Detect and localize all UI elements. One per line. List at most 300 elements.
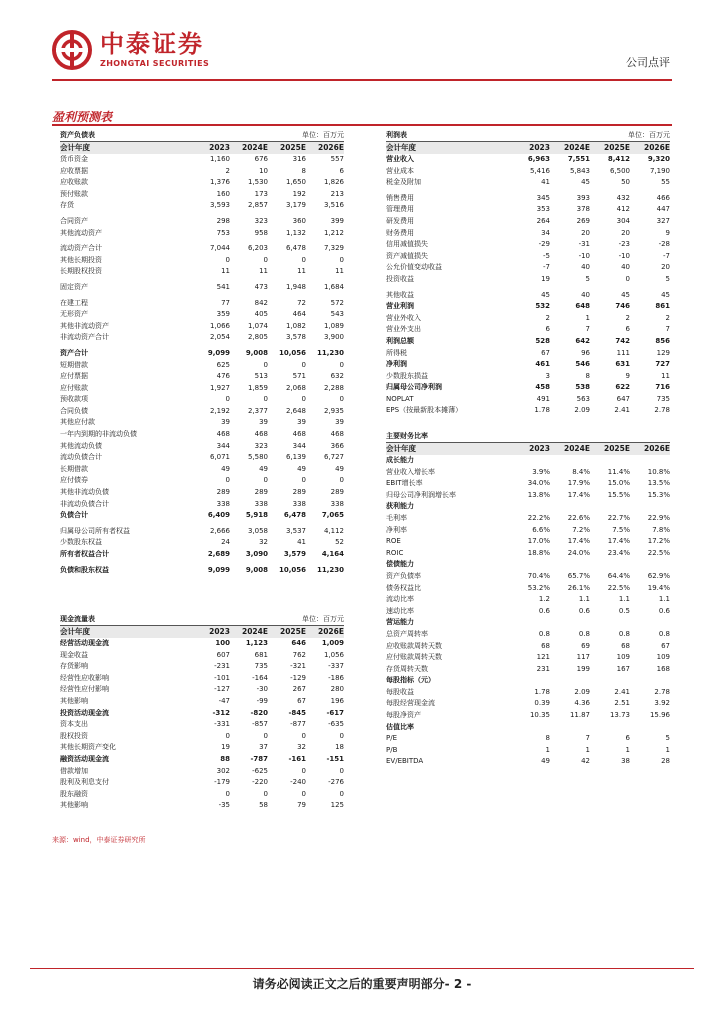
cell-value: 2 [665,313,670,322]
table-row [386,336,670,348]
row-label: 负债合计 [60,511,88,520]
cell-value: 7 [665,325,670,334]
brand-name-cn: 中泰证券 [100,30,204,58]
table-header-row [60,626,344,638]
cell-value: 458 [535,383,550,392]
cell-value: 0.8 [578,629,590,638]
cell-value: 642 [575,336,590,345]
row-label: 在建工程 [60,298,88,307]
cell-value: 39 [259,418,268,427]
cell-value: 62.9% [647,571,670,580]
row-label: 存货影响 [60,662,88,671]
cell-value: 461 [535,360,550,369]
cell-value: 4,112 [323,526,344,535]
cell-value: 19.4% [647,583,670,592]
table-row [60,650,344,662]
row-label: 经营性应收影响 [60,673,109,682]
cell-value: 304 [616,216,630,225]
table-title-row [386,129,670,142]
column-header-year: 2026E [318,143,344,152]
cell-value: -28 [658,240,670,249]
row-label: 估值比率 [386,722,414,731]
cell-value: 53.2% [527,583,550,592]
table-row [386,405,670,417]
cell-value [630,501,670,513]
cell-value: -337 [328,662,344,671]
table-row [386,710,670,722]
cell-value [550,455,590,467]
cell-value: -129 [290,673,306,682]
cell-value: 3,516 [323,201,344,210]
cell-value: -35 [218,801,230,810]
row-label: 非流动资产合计 [60,333,109,342]
cell-value: 6 [625,734,630,743]
cell-value: 17.4% [607,537,630,546]
cell-value: 405 [254,310,268,319]
cell-value: 0 [301,476,306,485]
cell-value: 3,090 [245,550,268,558]
cell-value: 5,843 [569,166,590,175]
cell-value: 3,179 [285,201,306,210]
table-row [60,406,344,418]
cell-value: 8,412 [607,155,630,163]
cell-value: 2 [625,313,630,322]
cell-value: -101 [214,673,230,682]
row-label: 财务费用 [386,228,414,237]
cell-value: 49 [221,464,230,473]
cell-value: -220 [252,778,268,787]
row-label: 无形资产 [60,310,88,319]
cell-value [550,617,590,629]
cell-value: 571 [292,372,306,381]
table-row [386,228,670,240]
cell-value: -164 [252,673,268,682]
row-label: 营业外收入 [386,313,421,322]
cell-value [510,617,550,629]
cell-value: 1,826 [323,178,344,187]
cell-value: 1.1 [578,595,590,604]
column-header-year: 2026E [644,444,670,453]
cell-value: 0 [301,766,306,775]
cell-value: 173 [254,189,268,198]
cell-value: 2,935 [323,406,344,415]
cell-value: 9,099 [207,565,230,574]
row-label: 现金收益 [60,650,88,659]
cell-value: 1 [585,313,590,322]
cell-value: 109 [656,653,670,662]
table-header-row [386,142,670,154]
cell-value: 39 [297,418,306,427]
cell-value: 513 [254,372,268,381]
table-row [60,200,344,212]
cell-value: 491 [536,394,550,403]
cell-value: 856 [655,336,670,345]
cell-value: 316 [292,155,306,163]
cell-value: 0 [225,731,230,740]
row-label: 其他影响 [60,696,88,705]
cell-value: 735 [254,662,268,671]
row-label: 股东融资 [60,789,88,798]
row-label: 投资收益 [386,274,414,283]
table-row [386,733,670,745]
cell-value: 1,123 [245,639,268,647]
table-row [386,594,670,606]
column-header-year: 2025E [604,143,630,152]
cell-value: 648 [575,302,590,311]
row-label: 利润总额 [386,336,414,345]
cell-value: 0.8 [658,629,670,638]
row-label: 营业外支出 [386,325,421,334]
row-label: 公允价值变动收益 [386,263,442,272]
cell-value: 572 [330,298,344,307]
row-label: ROE [386,537,401,546]
table-row [386,583,670,595]
table-row [386,548,670,560]
table-row [386,745,670,757]
cell-value: 0 [339,766,344,775]
row-label: 每股经营现金流 [386,699,435,708]
table-row [60,565,344,577]
table-row [60,309,344,321]
cell-value: -99 [256,696,268,705]
cell-value: 1 [665,745,670,754]
table-row [386,251,670,263]
table-title: 资产负债表 [60,131,95,139]
table-row [60,638,344,650]
cell-value: 563 [576,394,590,403]
table-row [60,166,344,178]
cell-value: 557 [330,155,344,163]
cell-value: 8 [585,371,590,380]
row-label: 应付账款 [60,383,88,392]
cell-value: 17.0% [527,537,550,546]
cell-value: 468 [292,430,306,439]
column-header-year: 2025E [604,444,630,453]
table-row [60,383,344,395]
row-label: 存货 [60,201,74,210]
cell-value: 11 [221,267,230,276]
cell-value: 6,139 [285,453,306,462]
cell-value: 5 [665,274,670,283]
table-row [60,731,344,743]
row-label: 资本支出 [60,720,88,729]
table-row [60,537,344,549]
cell-value: -10 [618,251,630,260]
table-row [386,571,670,583]
table-row [386,501,670,513]
cell-value: 22.9% [647,513,670,522]
table-row [60,661,344,673]
cell-value: 11 [259,267,268,276]
cell-value: 58 [259,801,268,810]
table-row [386,382,670,394]
column-header-year: 2026E [644,143,670,152]
cell-value: 7.2% [572,525,590,534]
row-label: 其他长期投资 [60,255,102,264]
table-row [60,549,344,561]
table-unit: 单位：百万元 [302,615,344,623]
row-label: 应收账款周转天数 [386,641,442,650]
table-row [60,499,344,511]
row-label: 营运能力 [386,618,414,627]
cell-value: 2 [545,313,550,322]
table-row [60,332,344,344]
cell-value: 0.6 [538,606,550,615]
cell-value: 7,044 [209,244,230,253]
row-label: 每股收益 [386,687,414,696]
cell-value: 24 [221,538,230,547]
cell-value: 323 [254,441,268,450]
table-title: 利润表 [386,131,407,139]
cell-value: 473 [254,282,268,291]
cell-value: 468 [216,430,230,439]
cell-value: 9,008 [245,348,268,357]
cell-value: -312 [212,708,230,717]
cell-value: 1,530 [247,178,268,187]
cell-value: 1 [625,745,630,754]
cell-value: 41 [541,178,550,187]
cell-value: 2,054 [209,333,230,342]
cell-value: 11 [661,371,670,380]
cell-value: -240 [290,778,306,787]
table-row [60,719,344,731]
row-label: 借款增加 [60,766,88,775]
cell-value: 10,056 [278,348,306,357]
cell-value: 267 [292,685,306,694]
cell-value: 958 [254,228,268,237]
table-row [386,536,670,548]
table-row [60,371,344,383]
row-label: 速动比率 [386,606,414,615]
row-label: 其他非流动资产 [60,321,109,330]
cell-value: 338 [292,499,306,508]
table-row [386,698,670,710]
table-row [386,478,670,490]
table-row [60,452,344,464]
cell-value: -31 [578,240,590,249]
table-row [60,243,344,255]
cell-value: 7 [585,325,590,334]
table-row [60,696,344,708]
cell-value: -5 [543,251,550,260]
table-row [386,467,670,479]
cell-value: 117 [576,653,590,662]
cell-value: 0.6 [578,606,590,615]
row-label: 管理费用 [386,205,414,214]
table-row [386,262,670,274]
cell-value: 607 [216,650,230,659]
cell-value: 3,900 [323,333,344,342]
cell-value [550,722,590,734]
cell-value: -787 [250,754,268,763]
row-label: 营业成本 [386,166,414,175]
row-label: EV/EBITDA [386,757,424,766]
cell-value: 2,068 [285,383,306,392]
cell-value [630,675,670,687]
cell-value: 2.78 [654,687,670,696]
table-row [60,777,344,789]
cell-value: 11 [335,267,344,276]
cell-value: 0.6 [658,606,670,615]
cell-value: 6,963 [527,155,550,163]
cell-value: 9,008 [245,565,268,574]
cell-value: 0 [301,360,306,369]
cell-value: 11.4% [607,467,630,476]
row-label: 应付账款周转天数 [386,653,442,662]
cell-value: -877 [290,720,306,729]
cell-value: 22.2% [527,513,550,522]
table-row [386,301,670,313]
table-row [386,177,670,189]
cell-value: 2.41 [614,687,630,696]
cell-value: -151 [326,754,344,763]
row-label: 少数股东权益 [60,538,102,547]
cell-value: 125 [330,801,344,810]
row-label: 营业收入 [386,155,414,163]
balance-sheet-table [60,129,344,576]
cell-value: 2.51 [614,699,630,708]
cell-value: 68 [621,641,630,650]
cell-value: 2.78 [654,406,670,415]
cell-value: 360 [292,216,306,225]
cell-value: 0 [225,395,230,404]
cell-value: 0 [225,789,230,798]
cell-value: 22.5% [647,548,670,557]
cell-value: 6,409 [207,511,230,520]
cell-value: 264 [536,216,550,225]
cell-value: 121 [536,653,550,662]
row-label: 所有者权益合计 [60,550,109,558]
table-row [60,255,344,267]
column-header-year: 2025E [280,627,306,636]
cell-value: 1,650 [285,178,306,187]
cell-value: 0 [339,476,344,485]
table-row [386,455,670,467]
cell-value: 213 [330,189,344,198]
cell-value: 6,500 [609,166,630,175]
cell-value: 15.0% [607,479,630,488]
cell-value: 1,056 [323,650,344,659]
table-row [60,360,344,372]
cell-value: 359 [216,310,230,319]
cell-value: 323 [254,216,268,225]
cell-value: 88 [220,754,230,763]
cell-value: 6.6% [532,525,550,534]
row-label: 预收款项 [60,395,88,404]
cell-value [510,722,550,734]
cell-value: 6,478 [285,244,306,253]
cell-value: 5,416 [529,166,550,175]
cell-value: 344 [292,441,306,450]
row-label: 应收票据 [60,166,88,175]
cell-value: 0.5 [618,606,630,615]
table-row [386,274,670,286]
cell-value: 20 [661,263,670,272]
cell-value: 344 [216,441,230,450]
footer-disclaimer: 请务必阅读正文之后的重要声明部分- 2 - [252,977,472,991]
table-row [60,216,344,228]
table-title-row [386,430,670,443]
row-label: 偿债能力 [386,560,414,569]
column-header-year: 2024E [564,143,590,152]
table-row [60,708,344,720]
cell-value: 1,160 [209,155,230,163]
table-row [386,641,670,653]
cell-value: 17.4% [567,490,590,499]
row-label: 短期借款 [60,360,88,369]
column-header-label: 会计年度 [386,143,416,152]
cell-value: 269 [576,216,590,225]
cell-value [510,501,550,513]
cell-value: 39 [221,418,230,427]
table-row [386,313,670,325]
column-header-year: 2024E [564,444,590,453]
cell-value: 41 [297,538,306,547]
row-label: 资产负债率 [386,571,421,580]
row-label: 流动比率 [386,595,414,604]
cell-value: 1,927 [209,383,230,392]
table-unit: 单位：百万元 [302,131,344,139]
cell-value: 631 [615,360,630,369]
cell-value: 45 [661,290,670,299]
row-label: 销售费用 [386,193,414,202]
table-row [60,789,344,801]
table-row [60,766,344,778]
cell-value: 8 [545,734,550,743]
cell-value: 3,537 [285,526,306,535]
cell-value: 72 [297,298,306,307]
cell-value: 65.7% [567,571,590,580]
cell-value: 1.1 [658,595,670,604]
table-row [386,652,670,664]
cell-value: -186 [328,673,344,682]
table-header-row [60,142,344,154]
cell-value: 8.4% [572,467,590,476]
cell-value: -321 [290,662,306,671]
cell-value: 338 [216,499,230,508]
cell-value: 681 [254,650,268,659]
column-header-year: 2024E [242,627,268,636]
cell-value: 1,009 [321,639,344,647]
row-label: 成长能力 [386,456,414,464]
cell-value: -331 [214,720,230,729]
cell-value: 0 [263,476,268,485]
cell-value: 528 [535,336,550,345]
cell-value: 10,056 [278,565,306,574]
cell-value: 1 [585,745,590,754]
column-header-label: 会计年度 [386,444,416,453]
row-label: 其他应付款 [60,418,95,427]
cell-value: 1,948 [285,282,306,291]
cell-value [630,455,670,467]
cell-value: -23 [618,240,630,249]
cell-value: 3,058 [247,526,268,535]
cell-value: 7.5% [612,525,630,534]
cell-value: 69 [581,641,590,650]
cell-value: -161 [288,754,306,763]
cell-value: 28 [661,757,670,766]
cell-value [550,675,590,687]
cell-value: 861 [655,302,670,311]
row-label: 信用减值损失 [386,240,428,249]
cell-value: 646 [291,639,306,647]
cell-value: 13.8% [527,490,550,499]
row-label: 其他流动资产 [60,228,102,237]
row-label: 净利润 [386,360,407,369]
cell-value: 18.8% [527,548,550,557]
cell-value: 7 [585,734,590,743]
cell-value: 32 [259,538,268,547]
